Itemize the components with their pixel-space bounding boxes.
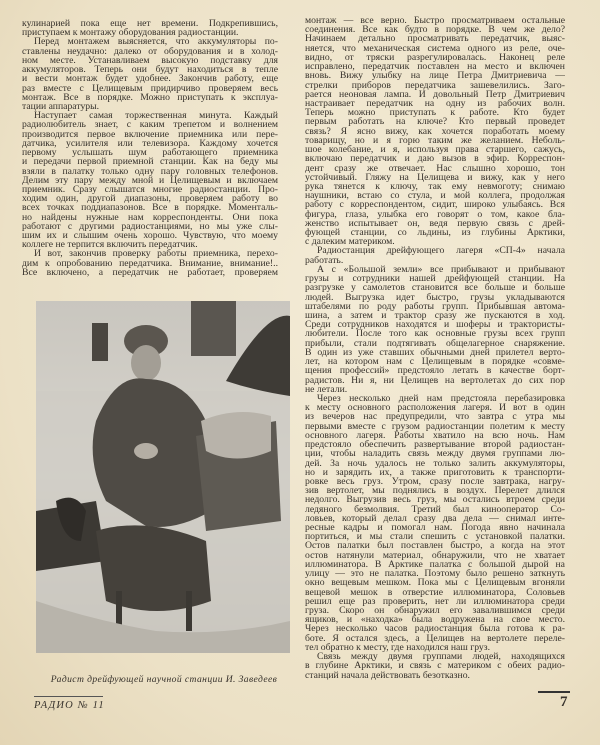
text-line: Остов палатки был поставлен быстро, а когда на этот xyxy=(305,540,565,552)
text-line: ном месте. Устанавливаем высокую подставку для xyxy=(22,54,278,66)
right-text-column xyxy=(305,16,565,680)
radio-operator-photo xyxy=(36,301,290,653)
text-line: с далеким материком. xyxy=(305,236,395,248)
text-line: В один из уже ставших обычными дней прилетел верто- xyxy=(305,346,565,358)
text-line: основного лагеря. Работы хватило на всю ночь. Нам xyxy=(305,429,565,441)
text-line: людей. Выгрузка идет быстро, грузы укладываются xyxy=(305,291,565,303)
text-line: наушники, встаю со стула, и мой коллега, продолжая xyxy=(305,190,565,202)
text-line: Через несколько часов радиостанция была готова к ра- xyxy=(305,623,565,635)
text-line: из вечеров нас предупредили, что завтра с утра мы xyxy=(305,411,565,423)
text-line: ящиков, и «находка» была водружена на свое место. xyxy=(305,614,565,626)
text-line: рается неоновая лампа. И довольный Петр Дмитриевич xyxy=(305,88,565,100)
text-line: Через несколько дней нам предстояла перебазировка xyxy=(317,392,565,404)
text-line: женство испытывает он, ведя первую связь с дрей- xyxy=(305,217,565,229)
text-line: ловьев, который делал сразу два дела — снимал инте- xyxy=(305,512,565,524)
text-line: вещевой мешок в отверстие иллюминатора, Соловьев xyxy=(305,586,565,598)
paragraph xyxy=(22,19,278,37)
text-line: ровке весь груз. Утром, сразу после завтрака, нагру- xyxy=(305,475,565,487)
magazine-issue-label: РАДИО № 11 xyxy=(34,700,105,711)
text-line: Теперь можно приступать к работе. Кто будет xyxy=(305,107,565,119)
paragraph xyxy=(305,394,565,652)
text-line: прибыли, стали подтягивать общелагерное снаряжение. xyxy=(305,337,565,349)
text-line: ставлены неудачно: далеко от оборудования и в холод- xyxy=(22,45,278,57)
text-line: И вот, закончив проверку работы приемника, перехо- xyxy=(34,248,278,260)
text-line: Среди сотрудников находятся и шоферы и трактористы- xyxy=(305,319,565,331)
text-line: ходим один, другой диапазоны, проверяем работу во xyxy=(22,193,278,205)
text-line: шина, а затем и трактор сразу же пускаются в ход. xyxy=(305,310,565,321)
page-number-rule xyxy=(538,691,570,693)
text-line: кулинарией пока еще нет времени. Подкрепившись, xyxy=(22,18,278,29)
text-line: настраивает передатчик на одну из рабочих волн. xyxy=(305,97,565,109)
text-line: ресные кадры и помогал нам. Погода явно начинала xyxy=(305,522,565,534)
text-line: к месту основного расположения лагеря. И вот в один xyxy=(305,402,565,414)
text-line: Радиостанция дрейфующего лагеря «СП-4» начала xyxy=(317,245,565,257)
text-line: недолго. Выгрузив весь груз, мы остались втроем среди xyxy=(305,494,565,506)
text-line: вновь. Вижу улыбку на лице Петра Дмитриевича — xyxy=(305,70,565,82)
text-line: но и зарядить их, а также приготовить к транспорти- xyxy=(305,466,565,478)
text-line: приступаем к монтажу оборудования радиостанции. xyxy=(22,27,239,39)
paragraph xyxy=(305,246,565,264)
paragraph xyxy=(305,265,565,394)
text-line: решил еще раз проверить, нет ли иллюминатора среди xyxy=(305,595,565,607)
text-line: рука тянется к ключу, так ему невмоготу; снимаю xyxy=(305,180,565,192)
text-line: первому услышать шум работающего приемника xyxy=(22,147,278,159)
text-line: первым работать на ключе? Кто первый проведет xyxy=(305,116,565,128)
text-line: первыми вместе с грузом радиостанции полетим к месту xyxy=(305,420,565,432)
text-line: в глубине Арктики, и связь с материком с обеих радио- xyxy=(305,660,565,672)
text-line: работу с корреспондентом, сидит, широко улыбаясь. Вся xyxy=(305,199,565,211)
text-line: приемник. Сразу слышатся многие радиостанции. Про- xyxy=(22,183,278,195)
text-line: груза. Скоро он обнаружил его завалившимся среди xyxy=(305,605,565,616)
text-line: коллеге не терпится включить передатчик. xyxy=(22,239,198,251)
text-line: исправлено, передатчик поставлен на место и включен xyxy=(305,61,565,73)
text-line: любители. После того как основные грузы всех групп xyxy=(305,328,565,340)
text-line: всех точках поддиапазонов. Все в порядке. Моменталь- xyxy=(22,202,278,214)
text-line: фигура, глаза, улыбка его говорят о том, какое бла- xyxy=(305,208,565,220)
text-line: производится первое включение приемника или пере- xyxy=(22,128,278,140)
text-line: дим к опробованию передатчика. Внимание, внимание!.. xyxy=(22,257,278,269)
text-line: дент сразу же отвечает. Нас слышно хорошо, тон xyxy=(305,162,565,174)
text-line: связь? Я ясно вижу, как хочется поработать моему xyxy=(305,125,565,137)
text-line: ции, чтобы наладить связь между двумя группами лю- xyxy=(305,448,565,460)
text-line: шое колебание, и я, используя права старшего, сажусь, xyxy=(305,144,565,156)
text-line: улицу — это не палатка. Поэтому было решено заткнуть xyxy=(305,568,565,580)
text-line: окно вещевым мешком. Пока мы с Целищевым вгоняли xyxy=(305,577,565,589)
photo-caption: Радист дрейфующей научной станции И. Заведеев xyxy=(50,674,278,685)
text-line: тации аппаратуры. xyxy=(22,100,100,112)
paragraph xyxy=(305,652,565,680)
text-line: не летали. xyxy=(305,383,348,395)
text-line: радиолюбитель знает, с каким трепетом и волнением xyxy=(22,119,278,131)
text-line: радистов. Ни я, ни Целищев на вертолетах до сих пор xyxy=(305,374,565,386)
text-line: шим их и слышим очень хорошо. Чувствую, что моему xyxy=(22,230,278,242)
text-line: щения профессий» предстояло летать в качестве борт- xyxy=(305,365,565,377)
text-line: дей. За ночь удалось не только залить аккумуляторы, xyxy=(305,457,565,469)
text-line: портиться, и мы стали спешить с установкой палатки. xyxy=(305,531,565,543)
text-line: Наступает самая торжественная минута. Каждый xyxy=(34,110,278,122)
text-line: штабелями по роду работы групп. Прибывшая автома- xyxy=(305,300,565,312)
text-line: тел обратно к месту, где находился наш груз. xyxy=(305,641,490,653)
text-line: работать. xyxy=(305,254,344,266)
text-line: разгрузке у самолетов становится все больше и больше xyxy=(305,282,565,294)
text-line: няется, что механическая система одного из реле, оче- xyxy=(305,42,565,54)
text-line: взяли в палатку только одну пару головных телефонов. xyxy=(22,165,278,177)
text-line: соединения. Все как будто в порядке. В чем же дело? xyxy=(305,24,565,36)
text-line: монтаж — все верно. Быстро просматриваем остальные xyxy=(305,15,565,26)
text-line: лет, на котором нам с Целищевым в порядке «совме- xyxy=(305,356,565,368)
text-line: датчика, усилителя или телевизора. Каждому хочется xyxy=(22,137,278,149)
text-line: и передачи первой приемной станции. Как на беду мы xyxy=(22,156,278,168)
text-line: работают с другими радиостанциями, но мы уже слы- xyxy=(22,220,278,232)
text-line: станций начала действовать безотказно. xyxy=(305,669,470,681)
footer-divider xyxy=(34,696,103,697)
text-line: товарищу, но и я горю таким же желанием. Неболь- xyxy=(305,134,565,146)
text-line: фующей станции, со льдины, из глубины Арктики, xyxy=(305,227,565,239)
text-line: но найдены нужные нам корреспонденты. Они пока xyxy=(22,211,278,223)
text-line: боте. Я остался здесь, а Целищев на вертолете переле- xyxy=(305,632,565,644)
text-line: Начинаем детально просматривать передатчик, выяс- xyxy=(305,33,565,45)
text-line: Все включено, а передатчик не работает, проверяем xyxy=(22,266,278,278)
text-line: предстояло обеспечить развертывание второй радиостан- xyxy=(305,439,565,451)
text-line: устойчивый. Гляжу на Целищева и вижу, как у него xyxy=(305,171,565,183)
paragraph xyxy=(22,249,278,277)
text-line: зив вертолет, мы поднялись в воздух. Перелет длился xyxy=(305,485,565,497)
text-line: иллюминатора. В Арктике палатка с большой дырой на xyxy=(305,558,565,570)
text-line: остов натянули материал, обнаружили, что не хватает xyxy=(305,549,565,561)
text-line: А с «Большой земли» все прибывают и прибывают xyxy=(317,263,565,275)
text-line: видно, от тряски разрегулировалась. Наконец реле xyxy=(305,51,565,63)
text-line: грузы и сотрудники нашей дрейфующей станции. На xyxy=(305,273,565,285)
page-number: 7 xyxy=(560,694,568,710)
paragraph xyxy=(22,37,278,111)
text-line: ледяного безмолвия. Третий был кинооператор Со- xyxy=(305,503,565,515)
text-line: Связь между двумя группами людей, находящихся xyxy=(317,651,565,663)
photo-image xyxy=(36,301,290,653)
text-line: Делим эту пару между мной и Целищевым и включаем xyxy=(22,174,278,186)
text-line: монтаж. Все в порядке. Можно приступать к эксплуа- xyxy=(22,91,278,103)
text-line: стрелки приборов передатчика зашевелились. Заго- xyxy=(305,79,565,91)
text-line: Перед монтажем выясняется, что аккумуляторы по- xyxy=(34,36,278,48)
left-text-column xyxy=(22,19,278,277)
text-line: аккумуляторов. Теперь они будут находиться в тепле xyxy=(22,64,278,76)
text-line: раз вместе с Целищевым придирчиво проверяем весь xyxy=(22,82,278,94)
paragraph xyxy=(305,16,565,246)
text-line: и вести монтаж будет удобнее. Закончив работу, еще xyxy=(22,73,278,85)
paragraph xyxy=(22,111,278,249)
text-line: включаю передатчик и даю вызов в эфир. Корреспон- xyxy=(305,153,565,165)
